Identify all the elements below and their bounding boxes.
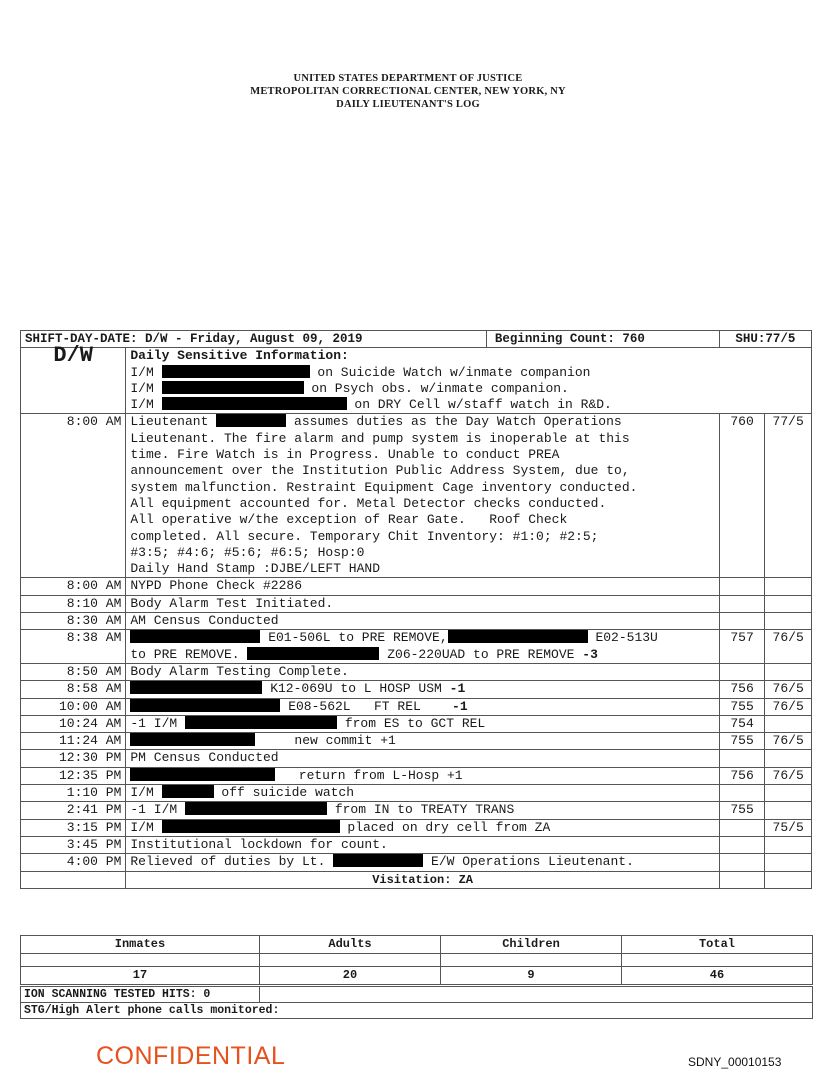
redaction-block [162,381,304,394]
footer-table [20,986,813,1019]
sensitive-text: on Suicide Watch w/inmate companion [317,364,591,380]
log-entry-row [21,630,812,664]
entry-count [719,663,764,680]
entry-shu: 76/5 [765,630,812,664]
document-header [0,72,816,111]
entry-time: 10:24 AM [21,715,126,732]
value-children: 9 [441,967,622,985]
log-entry-row [21,663,812,680]
redaction-block [130,630,260,643]
ion-scanning-hits: ION SCANNING TESTED HITS: 0 [21,987,260,1003]
entry-count [719,578,764,595]
log-entry-row [21,802,812,819]
shift-day-date: SHIFT-DAY-DATE: D/W - Friday, August 09, 2019 [21,331,487,348]
spacer-cell [622,954,813,967]
redaction-block [333,854,423,867]
sensitive-text: on DRY Cell w/staff watch in R&D. [354,397,612,413]
entry-shu [765,595,812,612]
entry-shu [765,802,812,819]
entry-fragment: from IN to TREATY TRANS [334,802,515,818]
ion-row [21,987,813,1003]
entry-time: 1:10 PM [21,785,126,802]
visitation-row [21,871,812,888]
im-label: I/M [130,380,154,396]
confidential-stamp: CONFIDENTIAL [96,1042,286,1070]
redaction-block [130,768,275,781]
entry-count [719,819,764,836]
entry-line: #3:5; #4:6; #5:6; #6:5; Hosp:0 [130,544,365,560]
entry-count [719,785,764,802]
entry-time: 11:24 AM [21,733,126,750]
log-entry-row [21,414,812,578]
entry-shu [765,750,812,767]
redaction-block [162,785,214,798]
entry-time: 10:00 AM [21,698,126,715]
header-agency: UNITED STATES DEPARTMENT OF JUSTICE [293,73,523,84]
entry-text [126,715,719,732]
entry-shu: 76/5 [765,733,812,750]
entry-text: AM Census Conducted [126,613,719,630]
sensitive-info-row [21,348,812,414]
lieutenant-log-table [20,330,812,889]
value-total: 46 [622,967,813,985]
shift-header-row [21,331,812,348]
count-delta: -1 [452,698,468,714]
entry-fragment: to PRE REMOVE. [130,646,240,662]
entry-shu: 76/5 [765,767,812,784]
entry-lead-tail: assumes duties as the Day Watch Operations [294,414,622,430]
entry-fragment: Relieved of duties by Lt. [130,854,326,870]
entry-time: 12:30 PM [21,750,126,767]
entry-lead: Lieutenant [130,414,209,430]
entry-time: 3:45 PM [21,836,126,853]
log-entry-row [21,595,812,612]
entry-text: Institutional lockdown for count. [126,836,719,853]
entry-shu [765,663,812,680]
entry-shu: 76/5 [765,681,812,698]
entry-time: 8:00 AM [21,414,126,578]
entry-fragment: E02-513U [595,630,658,646]
header-inmates: Inmates [21,936,260,954]
entry-time: 4:00 PM [21,854,126,871]
entry-count: 755 [719,698,764,715]
log-entry-row [21,715,812,732]
entry-fragment: E01-506L to PRE REMOVE, [268,630,448,646]
sensitive-line [130,365,807,381]
header-facility: METROPOLITAN CORRECTIONAL CENTER, NEW YORK, NY [250,86,566,97]
entry-count [719,595,764,612]
entry-text [126,802,719,819]
entry-time: 8:38 AM [21,630,126,664]
header-adults: Adults [260,936,441,954]
entry-time: 8:30 AM [21,613,126,630]
entry-shu [765,578,812,595]
entry-shu [765,854,812,871]
entry-text [126,767,719,784]
sensitive-info-cell [126,348,812,414]
visitation-label: Visitation: ZA [126,871,719,888]
entry-text: NYPD Phone Check #2286 [126,578,719,595]
entry-time: 8:50 AM [21,663,126,680]
count-delta: -1 [449,681,466,697]
entry-line: Daily Hand Stamp :DJBE/LEFT HAND [130,561,381,577]
ion-blank [260,987,813,1003]
shu-count: SHU:77/5 [719,331,811,348]
visitation-counts-table [20,935,813,985]
header-log-title: DAILY LIEUTENANT'S LOG [336,99,480,110]
entry-time: 2:41 PM [21,802,126,819]
sensitive-line [130,397,807,413]
entry-fragment: E/W Operations Lieutenant. [431,854,634,870]
entry-text [126,819,719,836]
spacer-cell [441,954,622,967]
redaction-block [162,365,310,378]
entry-count [719,750,764,767]
entry-fragment: placed on dry cell from ZA [347,819,551,835]
entry-line [130,630,714,646]
entry-text: Body Alarm Test Initiated. [126,595,719,612]
im-label: I/M [130,364,154,380]
log-entry-row [21,750,812,767]
entry-time: 8:58 AM [21,681,126,698]
visitation-spacer [765,871,812,888]
entry-line: All operative w/the exception of Rear Gate. Roof Check [130,512,568,528]
entry-count: 760 [719,414,764,578]
count-delta: -3 [582,646,598,662]
shift-label: D/W [21,348,126,414]
entry-text [126,681,719,698]
entry-fragment: new commit +1 [294,733,396,749]
entry-count: 754 [719,715,764,732]
redaction-block [130,733,255,746]
entry-line: system malfunction. Restraint Equipment Cage inventory conducted. [130,479,638,495]
entry-first-line [130,414,714,430]
redaction-block [130,681,262,694]
redaction-block [185,716,337,729]
redaction-block [448,630,588,643]
entry-line [130,647,714,663]
entry-count: 757 [719,630,764,664]
stg-row [21,1003,813,1019]
entry-fragment: E08-562L FT REL [288,698,421,714]
entry-fragment: Z06-220UAD to PRE REMOVE [387,646,575,662]
entry-line: Lieutenant. The fire alarm and pump system is inoperable at this [130,430,630,446]
spacer-cell [260,954,441,967]
value-inmates: 17 [21,967,260,985]
log-entry-row [21,681,812,698]
entry-shu [765,715,812,732]
entry-text [126,630,719,664]
stg-calls-monitored: STG/High Alert phone calls monitored: [21,1003,813,1019]
visitation-spacer [21,871,126,888]
redaction-block [162,820,340,833]
entry-text: PM Census Conducted [126,750,719,767]
visitation-spacer-row [21,954,813,967]
log-entry-row [21,578,812,595]
redaction-block [162,397,347,410]
bates-number: SDNY_00010153 [688,1055,782,1069]
entry-count [719,836,764,853]
log-entry-row [21,613,812,630]
log-entry-row [21,733,812,750]
log-entry-row [21,819,812,836]
entry-time: 12:35 PM [21,767,126,784]
entry-count: 755 [719,802,764,819]
entry-text [126,733,719,750]
visitation-spacer [719,871,764,888]
entry-shu [765,613,812,630]
entry-line: time. Fire Watch is in Progress. Unable to conduct PREA [130,447,560,463]
entry-time: 8:00 AM [21,578,126,595]
sensitive-info-title: Daily Sensitive Information: [130,348,349,364]
entry-text [126,698,719,715]
sensitive-line [130,381,807,397]
redaction-block [216,414,286,427]
log-entry-row [21,836,812,853]
sensitive-text: on Psych obs. w/inmate companion. [311,380,569,396]
entry-fragment: -1 I/M [130,802,178,818]
log-entry-row [21,767,812,784]
im-label: I/M [130,397,154,413]
entry-shu [765,836,812,853]
entry-count: 756 [719,681,764,698]
beginning-count: Beginning Count: 760 [486,331,719,348]
entry-line: completed. All secure. Temporary Chit Inventory: #1:0; #2:5; [130,528,599,544]
header-children: Children [441,936,622,954]
entry-text [126,854,719,871]
entry-fragment: off suicide watch [221,785,355,801]
entry-fragment: I/M [130,819,154,835]
value-adults: 20 [260,967,441,985]
entry-count: 756 [719,767,764,784]
entry-shu [765,785,812,802]
entry-line: All equipment accounted for. Metal Detector checks conducted. [130,495,607,511]
log-entry-row [21,698,812,715]
entry-time: 3:15 PM [21,819,126,836]
redaction-block [185,802,327,815]
entry-shu: 76/5 [765,698,812,715]
visitation-headers [21,936,813,954]
visitation-values [21,967,813,985]
entry-shu: 77/5 [765,414,812,578]
log-entry-row [21,854,812,871]
entry-count [719,613,764,630]
entry-time: 8:10 AM [21,595,126,612]
entry-fragment: return from L-Hosp +1 [298,767,463,783]
entry-fragment: -1 I/M [130,715,178,731]
entry-fragment: I/M [130,785,154,801]
entry-shu: 75/5 [765,819,812,836]
redaction-block [130,699,280,712]
entry-text [126,785,719,802]
entry-text [126,414,719,578]
entry-count [719,854,764,871]
entry-count: 755 [719,733,764,750]
entry-fragment: from ES to GCT REL [344,715,486,731]
entry-line: announcement over the Institution Public Address System, due to, [130,463,630,479]
entry-text: Body Alarm Testing Complete. [126,663,719,680]
redaction-block [247,647,379,660]
header-total: Total [622,936,813,954]
entry-fragment: K12-069U to L HOSP USM [270,681,442,697]
spacer-cell [21,954,260,967]
log-entry-row [21,785,812,802]
